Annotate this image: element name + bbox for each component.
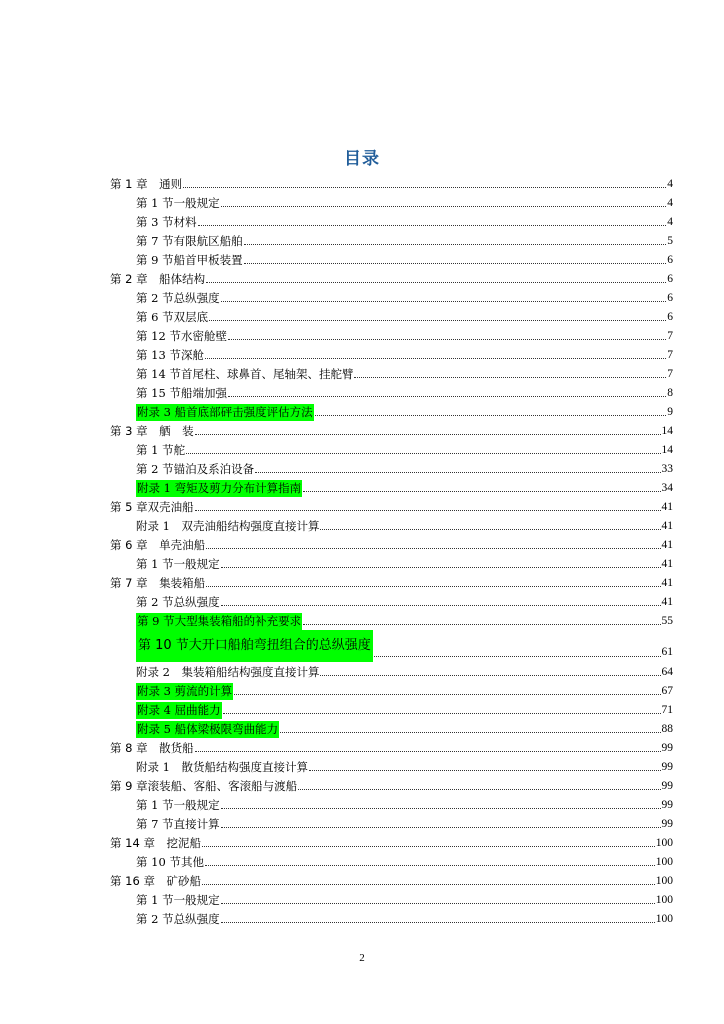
toc-entry-page: 67	[661, 685, 673, 697]
toc-entry-page: 4	[667, 216, 673, 228]
toc-entry-label: 第 14 节首尾柱、球鼻首、尾轴架、挂舵臂	[136, 367, 354, 381]
toc-entry-label: 附录 1 弯矩及剪力分布计算指南	[137, 481, 302, 495]
dot-leader	[186, 453, 660, 454]
toc-section-entry[interactable]	[110, 795, 673, 814]
dot-leader	[221, 206, 667, 207]
toc-entry-page: 14	[661, 444, 673, 456]
dot-leader	[228, 396, 666, 397]
toc-section-entry[interactable]	[110, 288, 673, 307]
toc-entry-label: 附录 5 船体梁极限弯曲能力	[137, 722, 279, 736]
toc-entry-label: 第 8 章 散货船	[110, 741, 194, 755]
dot-leader	[255, 472, 660, 473]
dot-leader	[303, 624, 660, 625]
dot-leader	[303, 491, 660, 492]
toc-entry-label: 附录 3 剪流的计算	[137, 684, 233, 698]
dot-leader	[206, 282, 666, 283]
toc-section-entry[interactable]	[110, 402, 673, 421]
toc-entry-page: 41	[661, 501, 673, 513]
dot-leader	[234, 694, 660, 695]
toc-section-entry[interactable]	[110, 681, 673, 700]
toc-entry-label: 第 1 节一般规定	[136, 798, 220, 812]
toc-entry-label: 第 7 节直接计算	[136, 817, 220, 831]
toc-entry-page: 6	[667, 273, 673, 285]
toc-entry-label: 第 5 章双壳油船	[110, 500, 194, 514]
toc-entry-page: 41	[661, 539, 673, 551]
toc-entry-label: 附录 3 船首底部砰击强度评估方法	[137, 405, 313, 419]
toc-section-entry[interactable]	[110, 516, 673, 535]
toc-section-entry[interactable]	[110, 250, 673, 269]
toc-entry-page: 4	[667, 197, 673, 209]
toc-chapter-entry[interactable]	[110, 497, 673, 516]
toc-entry-page: 33	[661, 463, 673, 475]
dot-leader	[206, 586, 660, 587]
toc-entry-label: 第 13 节深舱	[136, 348, 204, 362]
toc-entry-page: 7	[667, 368, 673, 380]
toc-entry-label: 第 3 节材料	[136, 215, 197, 229]
dot-leader	[221, 808, 661, 809]
toc-section-entry[interactable]	[110, 364, 673, 383]
toc-chapter-entry[interactable]	[110, 421, 673, 440]
toc-section-entry[interactable]	[110, 345, 673, 364]
dot-leader	[298, 789, 660, 790]
toc-entry-label: 第 7 章 集装箱船	[110, 576, 206, 590]
toc-entry-label: 附录 1 双壳油船结构强度直接计算	[136, 519, 320, 533]
dot-leader	[221, 903, 655, 904]
toc-entry-page: 5	[667, 235, 673, 247]
dot-leader	[374, 656, 661, 657]
toc-entry-page: 6	[667, 311, 673, 323]
toc-entry-label: 第 9 节大型集装箱船的补充要求	[137, 614, 302, 628]
toc-section-entry[interactable]	[110, 193, 673, 212]
toc-entry-page: 7	[667, 349, 673, 361]
toc-entry-page: 100	[655, 856, 673, 868]
toc-entry-page: 4	[667, 178, 673, 190]
dot-leader	[198, 225, 667, 226]
toc-section-entry[interactable]	[110, 611, 673, 630]
toc-entry-page: 34	[661, 482, 673, 494]
toc-section-entry[interactable]	[110, 554, 673, 573]
dot-leader	[205, 865, 655, 866]
dot-leader	[244, 244, 667, 245]
dot-leader	[221, 567, 661, 568]
toc-section-entry[interactable]	[110, 459, 673, 478]
toc-section-entry[interactable]	[110, 700, 673, 719]
toc-section-entry[interactable]	[110, 757, 673, 776]
toc-chapter-entry[interactable]	[110, 738, 673, 757]
dot-leader	[205, 358, 666, 359]
dot-leader	[223, 713, 661, 714]
toc-entry-page: 6	[667, 292, 673, 304]
toc-entry-page: 41	[661, 596, 673, 608]
dot-leader	[309, 770, 661, 771]
toc-entry-label: 第 9 节船首甲板装置	[136, 253, 243, 267]
toc-entry-label: 第 6 节双层底	[136, 310, 209, 324]
toc-entry-label: 附录 1 散货船结构强度直接计算	[136, 760, 308, 774]
toc-section-entry[interactable]	[110, 630, 673, 662]
toc-entry-label: 第 1 章 通则	[110, 177, 183, 191]
toc-entry-label: 第 1 节舵	[136, 443, 186, 457]
table-of-contents	[110, 174, 673, 928]
toc-entry-page: 99	[661, 799, 673, 811]
toc-entry-label: 第 6 章 单壳油船	[110, 538, 206, 552]
toc-entry-page: 88	[661, 723, 673, 735]
toc-section-entry[interactable]	[110, 231, 673, 250]
toc-section-entry[interactable]	[110, 212, 673, 231]
toc-entry-page: 41	[661, 558, 673, 570]
toc-entry-page: 100	[655, 837, 673, 849]
toc-section-entry[interactable]	[110, 383, 673, 402]
toc-entry-page: 100	[655, 894, 673, 906]
toc-entry-page: 8	[667, 387, 673, 399]
toc-entry-page: 14	[661, 425, 673, 437]
toc-entry-page: 64	[661, 666, 673, 678]
toc-entry-page: 55	[661, 615, 673, 627]
toc-section-entry[interactable]	[110, 814, 673, 833]
toc-entry-label: 第 16 章 矿砂船	[110, 874, 201, 888]
dot-leader	[183, 187, 666, 188]
dot-leader	[221, 301, 667, 302]
toc-section-entry[interactable]	[110, 662, 673, 681]
dot-leader	[244, 263, 667, 264]
toc-entry-label: 第 15 节船端加强	[136, 386, 227, 400]
toc-entry-label: 第 1 节一般规定	[136, 893, 220, 907]
dot-leader	[206, 548, 660, 549]
dot-leader	[202, 846, 655, 847]
toc-entry-label: 附录 4 屈曲能力	[137, 703, 221, 717]
toc-section-entry[interactable]	[110, 440, 673, 459]
toc-entry-label: 第 3 章 舾 装	[110, 424, 194, 438]
toc-entry-label: 第 12 节水密舱壁	[136, 329, 227, 343]
toc-chapter-entry[interactable]	[110, 776, 673, 795]
toc-section-entry[interactable]	[110, 852, 673, 871]
toc-entry-label: 第 2 节锚泊及系泊设备	[136, 462, 255, 476]
toc-chapter-entry[interactable]	[110, 535, 673, 554]
toc-entry-page: 99	[661, 818, 673, 830]
toc-entry-label: 第 1 节一般规定	[136, 196, 220, 210]
toc-entry-page: 7	[667, 330, 673, 342]
dot-leader	[195, 510, 661, 511]
toc-section-entry[interactable]	[110, 909, 673, 928]
dot-leader	[320, 675, 660, 676]
dot-leader	[320, 529, 660, 530]
toc-chapter-entry[interactable]	[110, 269, 673, 288]
toc-entry-page: 9	[667, 406, 673, 418]
toc-entry-page: 41	[661, 520, 673, 532]
toc-chapter-entry[interactable]	[110, 573, 673, 592]
dot-leader	[195, 751, 661, 752]
toc-section-entry[interactable]	[110, 890, 673, 909]
toc-entry-label: 第 10 节其他	[136, 855, 204, 869]
dot-leader	[221, 827, 661, 828]
toc-chapter-entry[interactable]	[110, 174, 673, 193]
toc-entry-label: 第 14 章 挖泥船	[110, 836, 201, 850]
toc-chapter-entry[interactable]	[110, 871, 673, 890]
dot-leader	[354, 377, 666, 378]
toc-entry-label: 第 2 章 船体结构	[110, 272, 206, 286]
toc-entry-page: 41	[661, 577, 673, 589]
toc-entry-label: 第 10 节大开口船舶弯扭组合的总纵强度	[136, 630, 373, 662]
toc-entry-label: 附录 2 集装箱船结构强度直接计算	[136, 665, 320, 679]
toc-entry-page: 99	[661, 780, 673, 792]
toc-entry-page: 71	[661, 704, 673, 716]
toc-entry-page: 99	[661, 761, 673, 773]
toc-entry-page: 99	[661, 742, 673, 754]
toc-entry-label: 第 2 节总纵强度	[136, 595, 220, 609]
toc-section-entry[interactable]	[110, 326, 673, 345]
toc-chapter-entry[interactable]	[110, 833, 673, 852]
dot-leader	[202, 884, 655, 885]
toc-section-entry[interactable]	[110, 592, 673, 611]
dot-leader	[315, 415, 667, 416]
toc-entry-label: 第 9 章滚装船、客船、客滚船与渡船	[110, 779, 298, 793]
dot-leader	[228, 339, 666, 340]
page-number: 2	[359, 952, 365, 964]
toc-section-entry[interactable]	[110, 307, 673, 326]
toc-entry-page: 100	[655, 875, 673, 887]
toc-section-entry[interactable]	[110, 478, 673, 497]
toc-entry-page: 100	[655, 913, 673, 925]
toc-entry-page: 6	[667, 254, 673, 266]
toc-entry-page: 61	[661, 646, 673, 658]
toc-title: 目录	[344, 149, 380, 169]
dot-leader	[280, 732, 660, 733]
dot-leader	[209, 320, 666, 321]
dot-leader	[195, 434, 661, 435]
toc-entry-label: 第 7 节有限航区船舶	[136, 234, 243, 248]
toc-entry-label: 第 1 节一般规定	[136, 557, 220, 571]
dot-leader	[221, 922, 655, 923]
toc-entry-label: 第 2 节总纵强度	[136, 291, 220, 305]
dot-leader	[221, 605, 661, 606]
toc-entry-label: 第 2 节总纵强度	[136, 912, 220, 926]
toc-section-entry[interactable]	[110, 719, 673, 738]
